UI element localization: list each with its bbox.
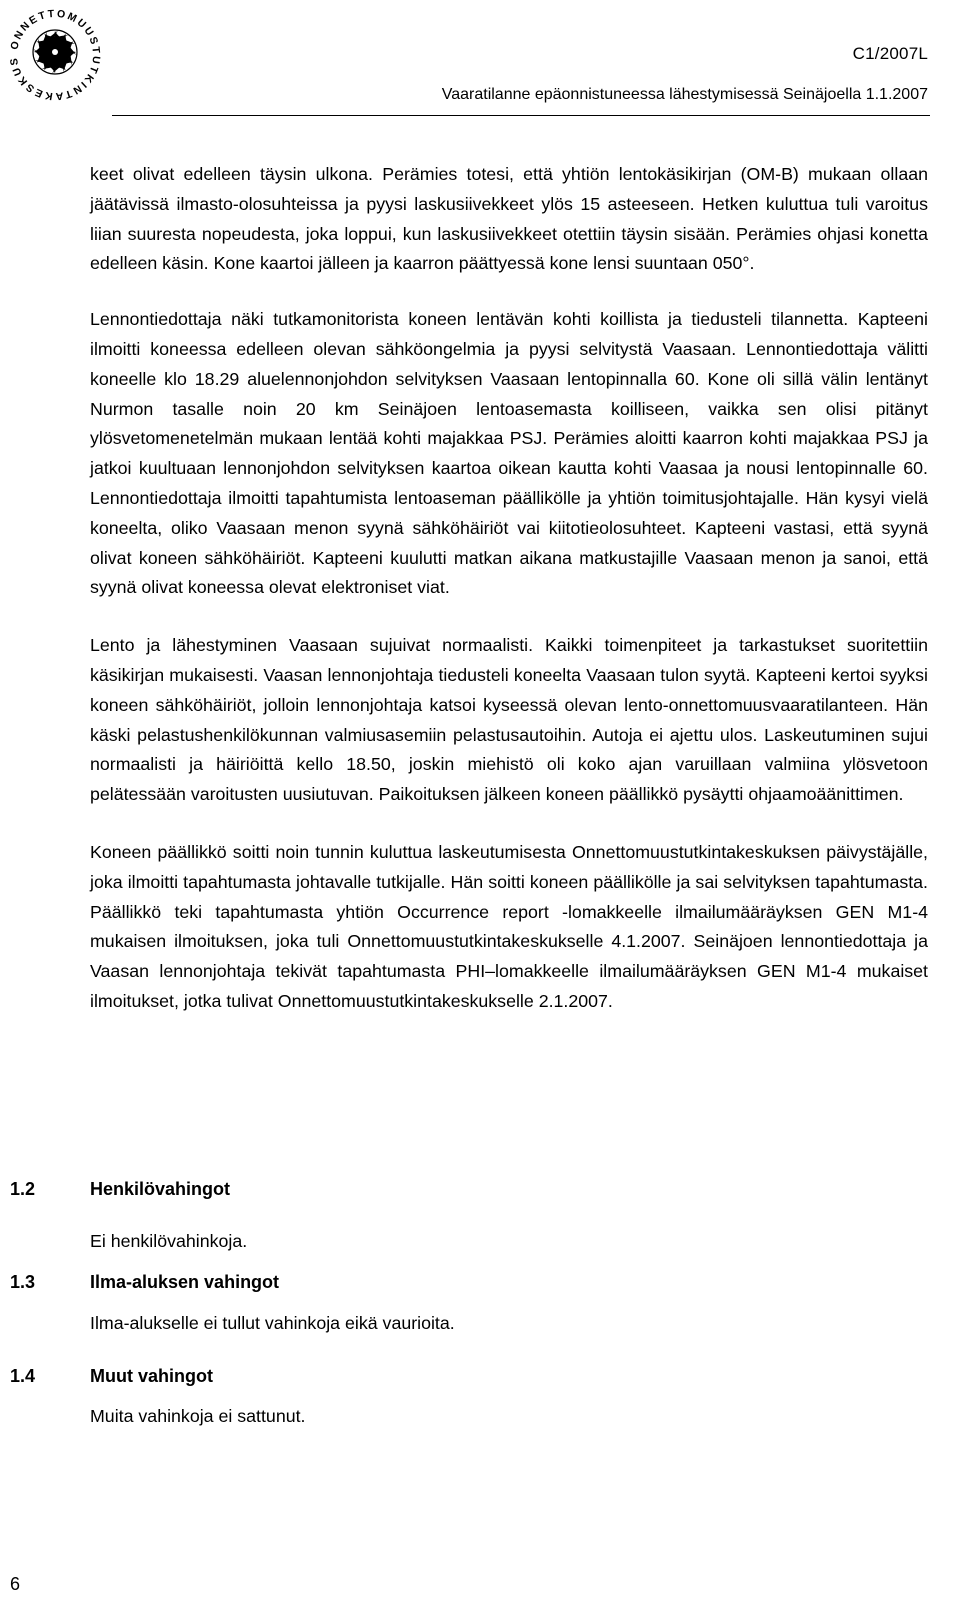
section-heading-1-4 [10, 1366, 213, 1387]
paragraph: Lennontiedottaja näki tutkamonitorista koneen lentävän kohti koillista ja tiedusteli tilannetta. Kapteeni ilmoitti koneessa edelleen olevan sähköongelmia ja pyysi selvitystä Vaasaan. Lennontiedottaja välitti koneelle klo 18.29 aluelennonjohdon selvityksen Vaasaan lentopinnalla 60. Kone oli sillä välin lentänyt Nurmon tasalle noin 20 km Seinäjoen lentoasemasta koilliseen, vaikka sen olisi pitänyt ylösvetomenetelmän mukaan lentää kohti majakkaa PSJ. Perämies aloitti kaarron kohti majakkaa PSJ ja jatkoi kuultuaan lennonjohdon selvityksen kaartoa oikean kautta kohti Vaasaa ja nousi lentopinnalle 60. Lennontiedottaja ilmoitti tapahtumista lentoaseman päällikölle ja yhtiön toimitusjohtajalle. Hän kysyi vielä koneelta, oliko Vaasaan menon syynä sähköhäiriöt vai kiitotieolosuhteet. Kapteeni vastasi, että syynä olivat koneen sähköhäiriöt. Kapteeni kuulutti matkan aikana matkustajille Vaasaan menon ja sanoi, että syynä olivat koneessa olevat elektroniset viat. [90, 309, 928, 598]
report-title: Vaaratilanne epäonnistuneessa lähestymisessä Seinäjoella 1.1.2007 [441, 86, 928, 103]
section-text: Muita vahinkoja ei sattunut. [90, 1406, 306, 1426]
section-heading-1-2 [10, 1179, 230, 1200]
section-title: Ilma-aluksen vahingot [90, 1272, 280, 1292]
section-text: Ei henkilövahinkoja. [90, 1231, 248, 1251]
section-number: 1.2 [10, 1179, 36, 1199]
page-number: 6 [10, 1574, 21, 1594]
header-divider [112, 115, 930, 116]
onnettomuustutkintakeskus-logo [0, 0, 110, 110]
section-number: 1.4 [10, 1366, 36, 1386]
logo-lettering: ONNETTOMUUSTUTKINTAKESKUS [7, 7, 103, 103]
paragraph: keet olivat edelleen täysin ulkona. Perämies totesi, että yhtiön lentokäsikirjan (OM-B) mukaan ollaan jäätävissä ilmasto-olosuhteissa ja pyysi laskusiivekkeet ylös 15 asteeseen. Hetken kuluttua tuli varoitus liian suuresta nopeudesta, joka loppui, kun laskusiivekkeet otettiin täysin sisään. Perämies ohjasi konetta edelleen käsin. Kone kaartoi jälleen ja kaarron päättyessä kone lensi suuntaan 050°. [90, 164, 928, 274]
report-code: C1/2007L [852, 44, 928, 63]
section-title: Henkilövahingot [90, 1179, 231, 1199]
section-title: Muut vahingot [90, 1366, 213, 1386]
body-text [90, 160, 928, 1045]
section-text: Ilma-alukselle ei tullut vahinkoja eikä vaurioita. [90, 1313, 455, 1333]
paragraph: Koneen päällikkö soitti noin tunnin kuluttua laskeutumisesta Onnettomuustutkintakeskuksen päivystäjälle, joka ilmoitti tapahtumasta johtavalle tutkijalle. Hän soitti koneen päällikölle ja sai selvityksen tapahtumasta. Päällikkö teki tapahtumasta yhtiön Occurrence report -lomakkeelle ilmailumääräyksen GEN M1-4 mukaisen ilmoituksen, joka tuli Onnettomuustutkintakeskukselle 4.1.2007. Seinäjoen lennontiedottaja ja Vaasan lennonjohtaja tekivät tapahtumasta PHI–lomakkeelle ilmailumääräyksen GEN M1-4 mukaiset ilmoitukset, jotka tulivat Onnettomuustutkintakeskukselle 2.1.2007. [90, 841, 928, 1011]
paragraph: Lento ja lähestyminen Vaasaan sujuivat normaalisti. Kaikki toimenpiteet ja tarkastukset suoritettiin käsikirjan mukaisesti. Vaasan lennonjohtaja tiedusteli koneelta Vaasaan tulon syytä. Kapteeni kertoi syyksi koneen sähköhäiriöt, jolloin lennonjohtaja katsoi kyseessä olevan lento-onnettomuusvaaratilanteen. Hän käski pelastushenkilökunnan valmiusasemiin pelastusautoihin. Autoja ei ajettu ulos. Laskeutuminen sujui normaalisti ja häiriöittä kello 18.50, joskin miehistö oli koko ajan varuillaan valmiina ylösvetoon pelätessään varoitusten uusiutuvan. Paikoituksen jälkeen koneen päällikkö pysäytti ohjaamoäänittimen. [90, 635, 928, 805]
section-heading-1-3 [10, 1272, 279, 1293]
section-number: 1.3 [10, 1272, 36, 1292]
